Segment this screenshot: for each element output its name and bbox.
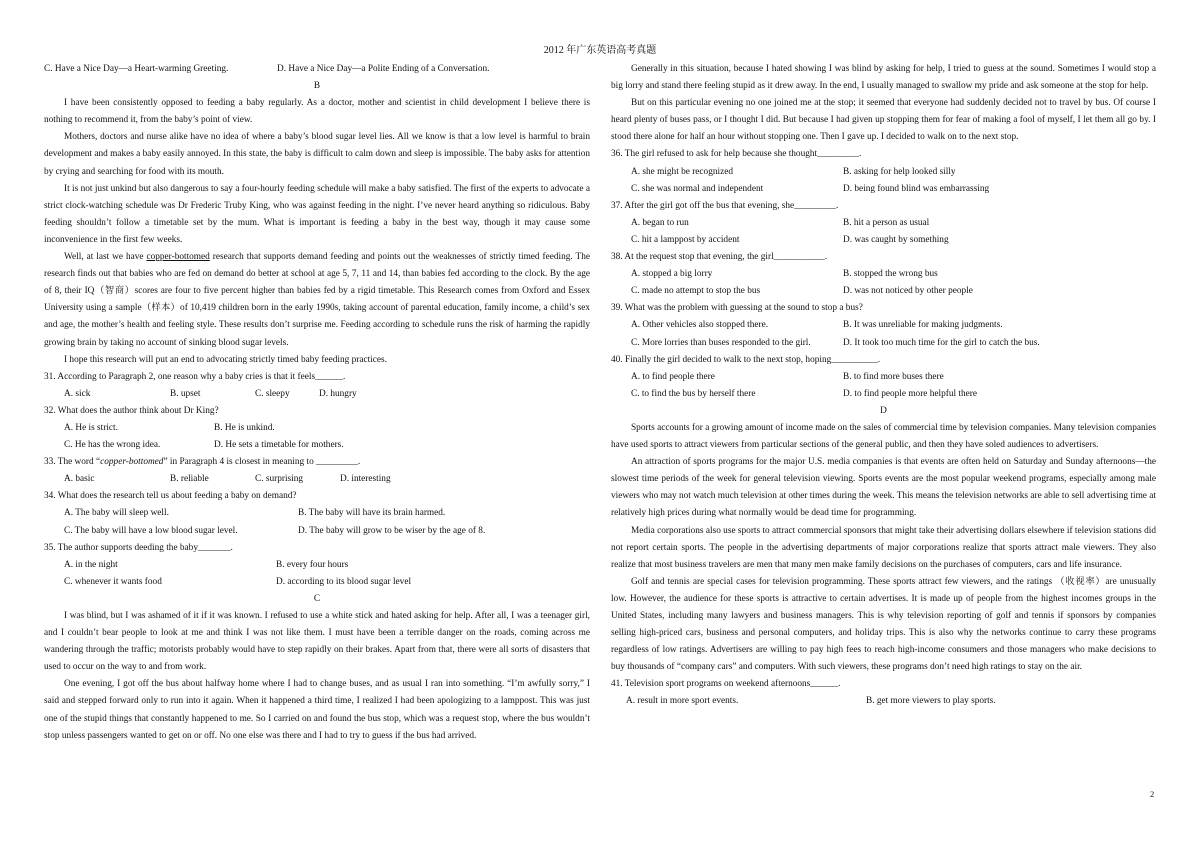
option-b: B. to find more buses there xyxy=(843,371,944,382)
question-31: 31. According to Paragraph 2, one reason why a baby cries is that it feels______. xyxy=(44,371,346,382)
option-b: B. stopped the wrong bus xyxy=(843,269,938,280)
option-a: A. stopped a big lorry xyxy=(631,269,713,280)
option-c: C. The baby will have a low blood sugar level. xyxy=(64,525,238,536)
passage-b-paragraph-5: I hope this research will put an end to advocating strictly timed baby feeding practices. xyxy=(64,354,387,365)
question-34-options xyxy=(44,505,590,522)
underlined-term: copper-bottomed xyxy=(146,252,210,263)
question-33-options xyxy=(44,471,590,488)
option-c: C. hit a lamppost by accident xyxy=(631,234,740,245)
option-d: D. It took too much time for the girl to catch the bus. xyxy=(843,337,1040,348)
passage-b-paragraph-3: It is not just unkind but also dangerous to say a four-hourly feeding schedule will make a baby satisfied. The first of the experts to advocate a strict clock-watching schedule was Dr Frederic Truby King, who was against feeding in the night. I’ve never heard anything so ridiculous. Baby feeding shouldn’t follow a timetable set by the mum. What is important is feeding a baby in the best way, though it may cause some inconvenience in the first few weeks. xyxy=(44,183,590,245)
passage-c-paragraph-3: Generally in this situation, because I hated showing I was blind by asking for help, I tried to guess at the sound. Sometimes I would stop a big lorry and stand there feeling stupid as it drew away. In the end, I usually managed to swallow my pride and ask someone at the stop for help. xyxy=(611,64,1156,92)
option-d: D. was caught by something xyxy=(843,234,949,245)
question-32-options xyxy=(44,420,590,437)
quoted-term: copper-bottomed xyxy=(100,457,164,468)
question-35-options-row-2 xyxy=(44,574,590,591)
passage-c-paragraph-4: But on this particular evening no one joined me at the stop; it seemed that everyone had suddenly decided not to travel by bus. Of course I heard plenty of buses pass, or I thought I did. But because I had given up stopping them for fear of making a fool of myself, I let them all go by. I stood there alone for half an hour without stopping one. Then I gave up. I decided to walk on to the next stop. xyxy=(611,98,1156,143)
option-a: A. in the night xyxy=(64,559,118,570)
page-number: 2 xyxy=(1150,789,1155,799)
option-c: C. she was normal and independent xyxy=(631,183,764,194)
option-a: A. sick xyxy=(64,388,91,399)
option-c: C. surprising xyxy=(255,474,304,485)
option-c: C. to find the bus by herself there xyxy=(631,388,756,399)
option-c: C. He has the wrong idea. xyxy=(64,440,161,451)
question-35: 35. The author supports deeding the baby_______. xyxy=(44,542,233,553)
question-33: 33. The word “copper-bottomed” in Paragraph 4 is closest in meaning to _________. xyxy=(44,457,361,468)
option-b: B. get more viewers to play sports. xyxy=(866,696,996,707)
passage-c-paragraph-1: I was blind, but I was ashamed of it if it was known. I refused to use a white stick and hated asking for help. After all, I was a teenager girl, and I couldn’t bear people to look at me and think I was not like them. I must have been a terrible danger on the roads, coming across me wandering through the traffic; motorists probably would have to step rapidly on their brakes. Apart from that, there were all sorts of disasters that used to occur on the way to and from work. xyxy=(44,611,590,673)
section-d-heading: D xyxy=(880,405,887,416)
question-38: 38. At the request stop that evening, the girl___________. xyxy=(611,252,828,263)
question-36-options xyxy=(611,164,1156,181)
option-d: D. according to its blood sugar level xyxy=(276,576,412,587)
option-b: B. reliable xyxy=(170,474,209,485)
question-39-options-row-2 xyxy=(611,335,1156,352)
question-31-options xyxy=(44,386,590,403)
question-35-options xyxy=(44,557,590,574)
option-c: C. made no attempt to stop the bus xyxy=(631,286,761,297)
page-header: 2012 年广东英语高考真题 xyxy=(543,45,657,56)
option-a: A. result in more sport events. xyxy=(626,696,739,707)
right-column xyxy=(611,61,1156,711)
question-39-options xyxy=(611,317,1156,334)
option-c: C. Have a Nice Day—a Heart-warming Greeting. xyxy=(44,64,229,74)
option-b: B. hit a person as usual xyxy=(843,217,930,228)
question-32-options-row-2 xyxy=(44,437,590,454)
left-column xyxy=(44,61,590,745)
option-a: A. basic xyxy=(64,474,95,485)
question-37: 37. After the girl got off the bus that evening, she_________. xyxy=(611,200,839,211)
question-40: 40. Finally the girl decided to walk to the next stop, hoping__________. xyxy=(611,354,881,365)
passage-d-paragraph-4: Golf and tennis are special cases for television programming. These sports attract few viewers, and the ratings （收视率）are unusually low. However, the audience for these sports is attractive to certain advertises. It is made up of people from the highest incomes groups in the United States, including many lawyers and business managers. This is why television reporting of golf and tennis if sponsors by companies selling high-priced cars, business and personal computers, and holiday trips. This is also why the networks continue to carry these programs regardless of low ratings. Advertisers are willing to pay high fees to reach high-income consumers and those managers who make decisions to buy thousands of “company cars” and computers. With such viewers, these programs don’t need high ratings to stay on the air. xyxy=(611,576,1156,673)
question-32: 32. What does the author think about Dr King? xyxy=(44,405,219,416)
option-c: C. sleepy xyxy=(255,388,290,399)
question-38-options xyxy=(611,266,1156,283)
option-a: A. He is strict. xyxy=(64,422,118,433)
option-b: B. The baby will have its brain harmed. xyxy=(298,508,446,519)
question-37-options-row-2 xyxy=(611,232,1156,249)
option-a: A. she might be recognized xyxy=(631,166,733,177)
option-a: A. Other vehicles also stopped there. xyxy=(631,320,769,331)
question-40-options xyxy=(611,369,1156,386)
option-a: A. began to run xyxy=(631,217,689,228)
passage-b-paragraph-2: Mothers, doctors and nurse alike have no idea of where a baby’s blood sugar level lies. All we know is that a low level is harmful to brain development and makes a baby easily annoyed. In this state, the baby is difficult to calm down and sleep is impossible. The baby asks for attention by crying and searching for food with its mouth. xyxy=(44,132,590,177)
passage-c-paragraph-2: One evening, I got off the bus about halfway home where I had to change buses, and as usual I ran into something. “I’m awfully sorry,” I said and stepped forward only to run into it again. When it happened a third time, I realized I had been apologizing to a lamppost. This was just one of the stupid things that constantly happened to me. So I carried on and found the bus stop, which was a request stop, where the bus wouldn’t stop unless passengers wanted to get on or off. No one else was there and I had to try to guess if the bus had arrived. xyxy=(44,679,590,741)
option-d: D. He sets a timetable for mothers. xyxy=(214,440,344,451)
passage-d-paragraph-2: An attraction of sports programs for the major U.S. media companies is that events are often held on Saturday and Sunday afternoons—the slowest time periods of the week for general television viewing. Sports events are the most popular weekend programs, especially among male viewers who may not watch much television at other times during the week. This means the television networks are able to sell advertising time at relatively high prices during what normally would be dead time for programming. xyxy=(611,457,1156,519)
option-b: B. upset xyxy=(170,388,201,399)
option-d: D. being found blind was embarrassing xyxy=(843,183,990,194)
option-b: B. He is unkind. xyxy=(214,422,275,433)
option-d: D. to find people more helpful there xyxy=(843,388,977,399)
question-34: 34. What does the research tell us about feeding a baby on demand? xyxy=(44,491,297,502)
question-41: 41. Television sport programs on weekend afternoons______. xyxy=(611,679,841,690)
question-37-options xyxy=(611,215,1156,232)
previous-question-options xyxy=(44,61,590,78)
option-c: C. whenever it wants food xyxy=(64,576,162,587)
question-39: 39. What was the problem with guessing at the sound to stop a bus? xyxy=(611,303,863,314)
option-d: D. interesting xyxy=(340,474,391,485)
option-b: B. It was unreliable for making judgments. xyxy=(843,320,1003,331)
section-b-heading: B xyxy=(313,81,321,92)
option-a: A. The baby will sleep well. xyxy=(64,508,169,519)
option-c: C. More lorries than buses responded to the girl. xyxy=(631,337,811,348)
option-d: D. was not noticed by other people xyxy=(843,286,973,297)
passage-d-paragraph-1: Sports accounts for a growing amount of income made on the sales of commercial time by television companies. Many television companies have used sports to attract viewers from particular sections of the general public, and then they have soled audiences to advertisers. xyxy=(611,422,1156,451)
option-d: D. hungry xyxy=(319,388,357,399)
option-d: D. The baby will grow to be wiser by the age of 8. xyxy=(298,525,486,536)
option-b: B. every four hours xyxy=(276,559,349,570)
passage-b-paragraph-4: Well, at last we have copper-bottomed research that supports demand feeding and points out the weaknesses of strictly timed feeding. The research finds out that babies who are fed on demand do better at school at age 5, 7, 11 and 14, than babies fed according to the clock. By the age of 8, their IQ（智商）scores are four to five percent higher than babies fed by a rigid timetable. This Research comes from Oxford and Essex University using a sample（样本）of 10,419 children born in the early 1990s, taking account of parental education, family income, a child’s sex and age, the mother’s health and feeling style. These results don’t surprise me. Feeding according to schedule runs the risk of harming the rapidly growing brain by taking no account of sinking blood sugar levels. xyxy=(44,252,590,348)
question-40-options-row-2 xyxy=(611,386,1156,403)
option-d: D. Have a Nice Day—a Polite Ending of a Conversation. xyxy=(277,64,490,74)
question-38-options-row-2 xyxy=(611,283,1156,300)
question-36-options-row-2 xyxy=(611,181,1156,198)
question-34-options-row-2 xyxy=(44,523,590,540)
passage-d-paragraph-3: Media corporations also use sports to attract commercial sponsors that might take their advertising dollars elsewhere if television stations did not report certain sports. The people in the advertising departments of major corporations realize that sports attract male viewers. They also realize that most business travelers are men that many men make family decisions on the purchases of computers, cars and life insurance. xyxy=(611,525,1156,570)
option-a: A. to find people there xyxy=(631,371,715,382)
question-41-options xyxy=(611,693,1156,710)
section-c-heading: C xyxy=(313,593,321,604)
passage-b-paragraph-1: I have been consistently opposed to feeding a baby regularly. As a doctor, mother and scientist in child development I believe there is nothing to recommend it, from the baby’s point of view. xyxy=(44,98,590,126)
option-b: B. asking for help looked silly xyxy=(843,166,956,177)
question-36: 36. The girl refused to ask for help because she thought_________. xyxy=(611,149,862,160)
